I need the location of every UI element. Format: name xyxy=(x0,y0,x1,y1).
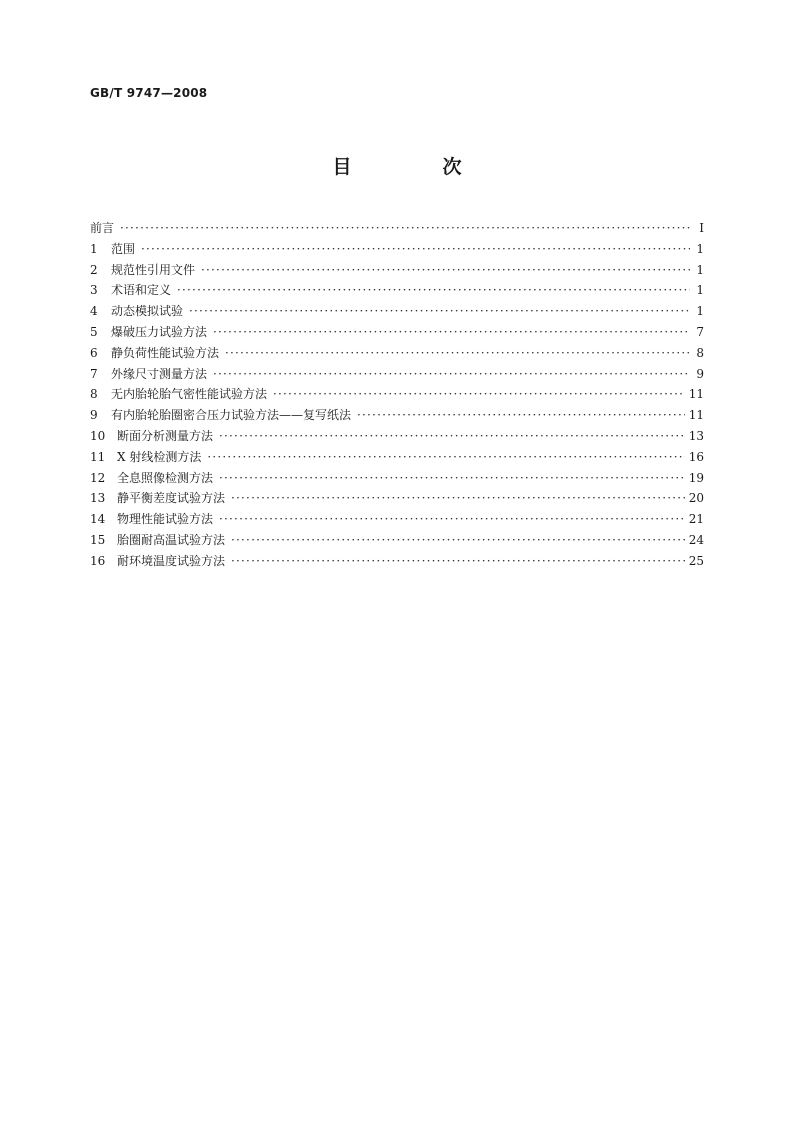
toc-entry-number: 4 xyxy=(90,304,98,319)
toc-entry-label: 全息照像检测方法 xyxy=(117,470,214,485)
toc-entry-page: 11 xyxy=(688,408,704,423)
toc-entry[interactable] xyxy=(90,322,704,343)
toc-title: 目 次 xyxy=(332,156,498,178)
toc-leader-dots xyxy=(207,447,684,468)
toc-leader-dots xyxy=(273,384,685,405)
toc-entry-label: 胎圈耐高温试验方法 xyxy=(117,532,226,547)
toc-leader-dots xyxy=(219,509,685,530)
toc-entry[interactable] xyxy=(90,551,704,572)
toc-entry[interactable] xyxy=(90,364,704,385)
toc-entry-page: 7 xyxy=(696,324,704,339)
toc-entry-page: 1 xyxy=(696,283,704,298)
toc-leader-dots xyxy=(231,551,685,572)
toc-entry-page: 19 xyxy=(688,470,704,485)
toc-entry[interactable] xyxy=(90,405,704,426)
toc-leader-dots xyxy=(357,405,685,426)
toc-entry-page: 25 xyxy=(688,553,704,568)
toc-entry-page: 1 xyxy=(696,262,704,277)
toc-leader-dots xyxy=(177,280,690,301)
toc-entry[interactable] xyxy=(90,218,704,239)
toc-entry-page: 24 xyxy=(688,532,704,547)
toc-entry[interactable] xyxy=(90,447,704,468)
toc-entry[interactable] xyxy=(90,239,704,260)
toc-entry-number: 13 xyxy=(90,491,106,506)
toc-leader-dots xyxy=(141,239,690,260)
toc-leader-dots xyxy=(231,530,685,551)
toc-leader-dots xyxy=(225,343,690,364)
toc-entry[interactable] xyxy=(90,488,704,509)
toc-entry-number: 9 xyxy=(90,408,98,423)
toc-entry-label: 术语和定义 xyxy=(111,283,172,298)
toc-entry-label: 规范性引用文件 xyxy=(111,262,196,277)
toc-leader-dots xyxy=(189,301,690,322)
toc-leader-dots xyxy=(219,468,685,489)
toc-entry-number: 2 xyxy=(90,262,98,277)
toc-entry-label: 物理性能试验方法 xyxy=(117,512,214,527)
toc-entry-number: 7 xyxy=(90,366,98,381)
toc-entry-label: 无内胎轮胎气密性能试验方法 xyxy=(111,387,268,402)
toc-entry-number: 6 xyxy=(90,345,98,360)
toc-entry-number: 15 xyxy=(90,532,106,547)
toc-entry[interactable] xyxy=(90,468,704,489)
toc-entry[interactable] xyxy=(90,426,704,447)
standard-code: GB/T 9747—2008 xyxy=(90,86,208,100)
toc-entry-page: 16 xyxy=(688,449,704,464)
toc-entry-page: 11 xyxy=(688,387,704,402)
toc-entry[interactable] xyxy=(90,280,704,301)
toc-entry-number: 1 xyxy=(90,241,98,256)
toc-entry[interactable] xyxy=(90,384,704,405)
toc-entry-label: 断面分析测量方法 xyxy=(117,428,214,443)
toc-entry-label: 爆破压力试验方法 xyxy=(111,324,208,339)
toc-leader-dots xyxy=(213,322,690,343)
toc-entry-page: 9 xyxy=(696,366,704,381)
toc-entry[interactable] xyxy=(90,509,704,530)
toc-entry-label: 外缘尺寸测量方法 xyxy=(111,366,208,381)
toc-entry-number: 12 xyxy=(90,470,106,485)
toc-entry[interactable] xyxy=(90,343,704,364)
toc-entry-number: 5 xyxy=(90,324,98,339)
toc-entry-number: 16 xyxy=(90,553,106,568)
toc-entry-label: 耐环境温度试验方法 xyxy=(117,553,226,568)
toc-entry[interactable] xyxy=(90,530,704,551)
toc-entry-number: 10 xyxy=(90,428,106,443)
toc-entry-label: 静平衡差度试验方法 xyxy=(117,491,226,506)
toc-leader-dots xyxy=(201,260,690,281)
toc-leader-dots xyxy=(120,218,690,239)
toc-entry-number: 8 xyxy=(90,387,98,402)
toc-entry-label: 静负荷性能试验方法 xyxy=(111,345,220,360)
toc-entry[interactable] xyxy=(90,301,704,322)
toc-entry-label: 前言 xyxy=(90,221,115,235)
toc-entry-number: 14 xyxy=(90,512,106,527)
toc-entry-page: 13 xyxy=(688,428,704,443)
toc-entry-label: X 射线检测方法 xyxy=(117,449,202,464)
toc-entry-page: 21 xyxy=(688,512,704,527)
toc-entry-page: 1 xyxy=(696,304,704,319)
toc-entry-label: 动态模拟试验 xyxy=(111,304,184,319)
toc-entry-number: 3 xyxy=(90,283,98,298)
toc-entry-label: 范围 xyxy=(111,241,136,256)
toc-entry-page: 20 xyxy=(688,491,704,506)
toc-leader-dots xyxy=(231,488,685,509)
toc-entry-number: 11 xyxy=(90,449,106,464)
table-of-contents xyxy=(90,218,704,572)
toc-entry-page: 8 xyxy=(696,345,704,360)
toc-entry-page: I xyxy=(699,221,704,235)
toc-entry[interactable] xyxy=(90,260,704,281)
toc-leader-dots xyxy=(213,364,690,385)
toc-leader-dots xyxy=(219,426,685,447)
toc-entry-page: 1 xyxy=(696,241,704,256)
toc-entry-label: 有内胎轮胎圈密合压力试验方法——复写纸法 xyxy=(111,408,352,423)
